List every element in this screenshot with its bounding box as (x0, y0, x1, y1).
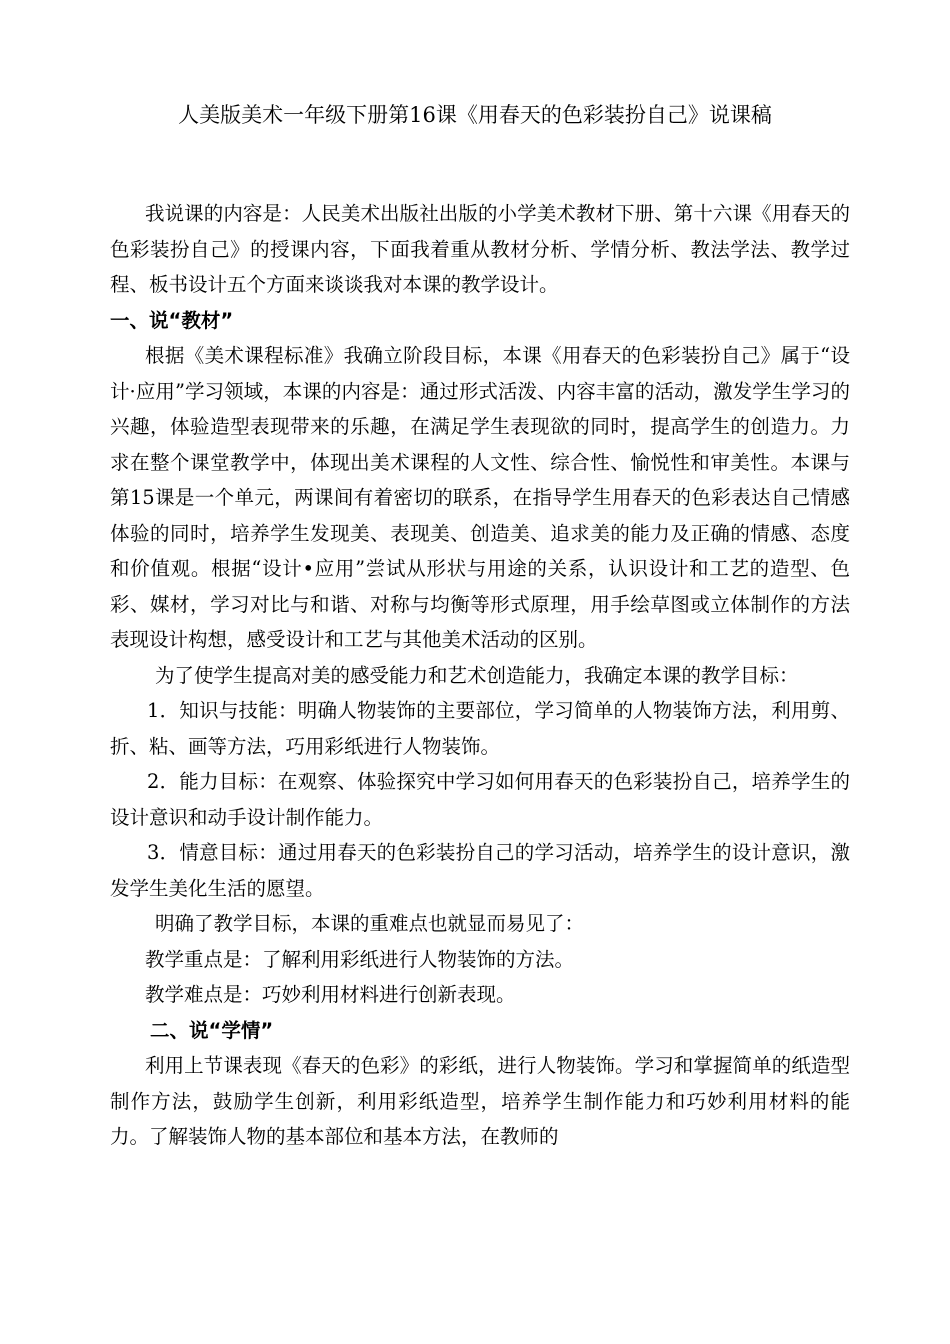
students-paragraph: 利用上节课表现《春天的色彩》的彩纸，进行人物装饰。学习和掌握简单的纸造型制作方法，鼓励学生创新，利用彩纸造型，培养学生制作能力和巧妙利用材料的能力。了解装饰人物的基本部位和基本方法，在教师的 (110, 1054, 850, 1148)
goals-intro-paragraph: 为了使学生提高对美的感受能力和艺术创造能力，我确定本课的教学目标： (155, 663, 799, 687)
document-title: 人美版美术一年级下册第16课《用春天的色彩装扮自己》说课稿 (178, 103, 772, 127)
focus-intro-paragraph: 明确了教学目标，本课的重难点也就显而易见了： (155, 912, 585, 935)
section-heading-students: 二、说“学情” (150, 1018, 274, 1042)
goal-knowledge-paragraph: 1．知识与技能：明确人物装饰的主要部位，学习简单的人物装饰方法，利用剪、折、粘、画等方法，巧用彩纸进行人物装饰。 (110, 699, 850, 758)
intro-paragraph: 我说课的内容是：人民美术出版社出版的小学美术教材下册、第十六课《用春天的色彩装扮自己》的授课内容，下面我着重从教材分析、学情分析、教法学法、教学过程、板书设计五个方面来谈谈我对本课的教学设计。 (110, 202, 850, 296)
goal-ability-paragraph: 2．能力目标：在观察、体验探究中学习如何用春天的色彩装扮自己，培养学生的设计意识和动手设计制作能力。 (110, 770, 850, 829)
section-heading-textbook: 一、说“教材” (110, 308, 234, 332)
difficulty-paragraph: 教学难点是：巧妙利用材料进行创新表现。 (145, 983, 516, 1006)
document-body (110, 196, 850, 1155)
goal-emotion-paragraph: 3．情意目标：通过用春天的色彩装扮自己的学习活动，培养学生的设计意识，激发学生美化生活的愿望。 (110, 841, 850, 900)
key-point-paragraph: 教学重点是：了解利用彩纸进行人物装饰的方法。 (145, 947, 575, 971)
textbook-paragraph: 根据《美术课程标准》我确立阶段目标，本课《用春天的色彩装扮自己》属于“设计·应用”学习领域，本课的内容是：通过形式活泼、内容丰富的活动，激发学生学习的兴趣，体验造型表现带来的乐趣，在满足学生表现欲的同时，提高学生的创造力。力求在整个课堂教学中，体现出美术课程的人文性、综合性、愉悦性和审美性。本课与第15课是一个单元，两课间有着密切的联系，在指导学生用春天的色彩表达自己情感体验的同时，培养学生发现美、表现美、创造美、追求美的能力及正确的情感、态度和价值观。根据“设计•应用”尝试从形状与用途的关系，认识设计和工艺的造型、色彩、媒材，学习对比与和谐、对称与均衡等形式原理，用手绘草图或立体制作的方法表现设计构想，感受设计和工艺与其他美术活动的区别。 (110, 344, 850, 651)
